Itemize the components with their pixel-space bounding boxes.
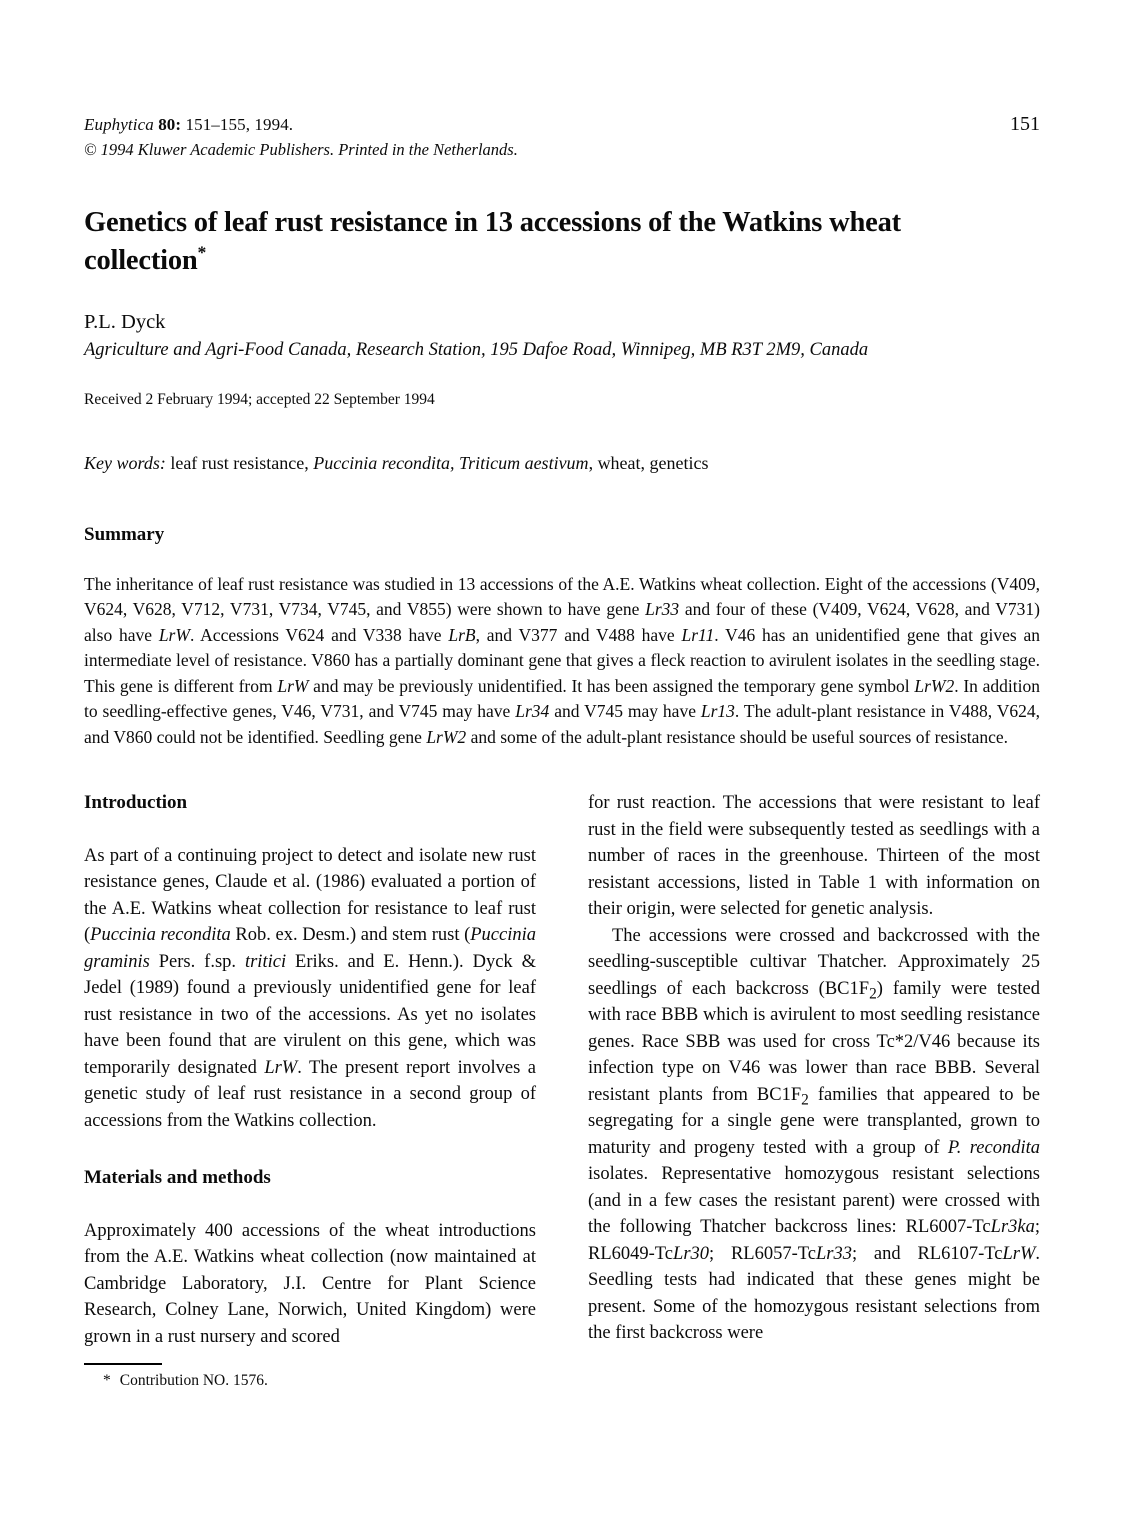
two-column-layout [84, 790, 1040, 1391]
article-title: Genetics of leaf rust resistance in 13 accessions of the Watkins wheat collection* [84, 207, 901, 276]
author-name: P.L. Dyck [84, 310, 166, 333]
keywords-line: Key words: leaf rust resistance, Puccinia recondita, Triticum aestivum, wheat, genetics [84, 452, 709, 473]
introduction-paragraph: As part of a continuing project to detect and isolate new rust resistance genes, Claude et al. (1986) evaluated a portion of the A.E. Watkins wheat collection for resistance to leaf rust (Puccinia recondita Rob. ex. Desm.) and stem rust (Puccinia graminis Pers. f.sp. tritici Eriks. and E. Henn.). Dyck & Jedel (1989) found a previously unidentified gene for leaf rust resistance in two of the accessions. As yet no isolates have been found that are virulent on this gene, which was temporarily designated LrW. The present report involves a genetic study of leaf rust resistance in a second group of accessions from the Watkins collection. [84, 845, 537, 1131]
journal-header [84, 112, 1040, 137]
right-column-paragraph-1: for rust reaction. The accessions that were resistant to leaf rust in the field were subsequently tested as seedlings with a number of races in the greenhouse. Thirteen of the most resistant accessions, listed in Table 1 with information on their origin, were selected for genetic analysis. [588, 793, 1040, 920]
copyright-line: © 1994 Kluwer Academic Publishers. Printed in the Netherlands. [84, 140, 518, 159]
left-column [84, 790, 536, 1391]
footnote-marker: * [103, 1372, 111, 1390]
page-number: 151 [1010, 113, 1040, 135]
contribution-footnote [84, 1363, 536, 1391]
summary-heading: Summary [84, 523, 165, 545]
author-affiliation: Agriculture and Agri-Food Canada, Research Station, 195 Dafoe Road, Winnipeg, MB R3T 2M9, Canada [84, 339, 869, 360]
footnote-text: Contribution NO. 1576. [119, 1372, 268, 1390]
journal-reference: Euphytica 80: 151–155, 1994. [84, 115, 294, 134]
right-column [588, 790, 1040, 1391]
introduction-heading: Introduction [84, 792, 188, 814]
materials-methods-paragraph: Approximately 400 accessions of the wheat introductions from the A.E. Watkins wheat collection (now maintained at Cambridge Laboratory, J.I. Centre for Plant Science Research, Colney Lane, Norwich, United Kingdom) were grown in a rust nursery and scored [84, 1220, 536, 1347]
received-accepted-dates: Received 2 February 1994; accepted 22 September 1994 [84, 390, 435, 408]
right-column-paragraph-2: The accessions were crossed and backcrossed with the seedling-susceptible cultivar Thatcher. Approximately 25 seedlings of each backcross $(BC1F_2)$ family were tested with race BBB which is avirulent to most seedling resistance genes. Race SBB was used for cross Tc*2/V46 because its infection type on V46 was lower than race BBB. Several resistant plants from $BC1F_2$ families that appeared to be segregating for a single gene were transplanted, grown to maturity and progeny tested with a group of P. recondita isolates. Representative homozygous resistant selections (and in a few cases the resistant parent) were crossed with the following Thatcher backcross lines: RL6007-TcLr3ka; RL6049-TcLr30; RL6057-TcLr33; and RL6107-TcLrW. Seedling tests had indicated that these genes might be present. Some of the homozygous resistant selections from the first backcross were [588, 925, 1041, 1344]
footnote-text-row [84, 1371, 536, 1391]
summary-paragraph: The inheritance of leaf rust resistance was studied in 13 accessions of the A.E. Watkins wheat collection. Eight of the accessions (V409, V624, V628, V712, V731, V734, V745, and V855) were shown to have gene Lr33 and four of these (V409, V624, V628, and V731) also have LrW. Accessions V624 and V338 have LrB, and V377 and V488 have Lr11. V46 has an unidentified gene that gives an intermediate level of resistance. V860 has a partially dominant gene that gives a fleck reaction to avirulent isolates in the seedling stage. This gene is different from LrW and may be previously unidentified. It has been assigned the temporary gene symbol LrW2. In addition to seedling-effective genes, V46, V731, and V745 may have Lr34 and V745 may have Lr13. The adult-plant resistance in V488, V624, and V860 could not be identified. Seedling gene LrW2 and some of the adult-plant resistance should be useful sources of resistance. [84, 573, 1041, 747]
materials-methods-heading: Materials and methods [84, 1167, 271, 1189]
footnote-rule [84, 1363, 162, 1365]
